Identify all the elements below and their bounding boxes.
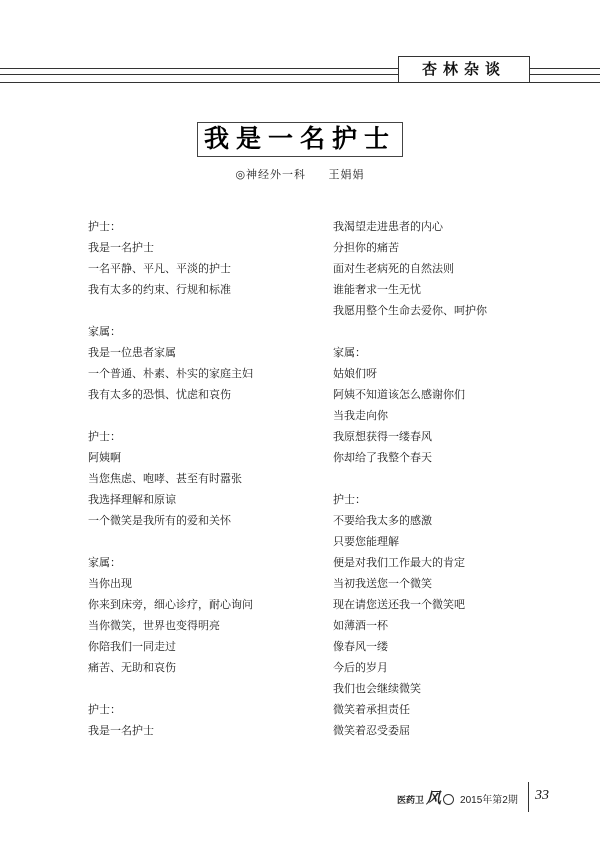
header-rule-left — [0, 68, 398, 69]
poem-line: 家属： — [88, 325, 121, 338]
poem-line: 只要您能理解 — [333, 535, 399, 548]
stanza-gap — [88, 531, 318, 552]
poem-line: 当我走向你 — [333, 409, 388, 422]
department: ◎神经外一科 — [235, 168, 307, 181]
poem-line: 家属： — [333, 346, 366, 359]
poem-line: 微笑着承担责任 — [333, 703, 410, 716]
poem-stanza — [88, 426, 318, 531]
poem-line: 像春风一缕 — [333, 640, 388, 653]
poem-line: 当你出现 — [88, 577, 132, 590]
poem-line: 微笑着忍受委屈 — [333, 724, 410, 737]
poem-line: 便是对我们工作最大的肯定 — [333, 556, 465, 569]
author: 王娟娟 — [328, 168, 365, 181]
header-rule-right-lower — [530, 74, 600, 75]
header-rule-bottom — [0, 82, 600, 83]
poem-line: 阿姨不知道该怎么感谢你们 — [333, 388, 465, 401]
poem-line: 我是一位患者家属 — [88, 346, 176, 359]
poem-stanza — [88, 552, 318, 678]
poem-line: 一名平静、平凡、平淡的护士 — [88, 262, 231, 275]
page-divider — [528, 782, 529, 812]
poem-line: 护士： — [88, 430, 121, 443]
stanza-gap — [88, 300, 318, 321]
header-rule-right — [530, 68, 600, 69]
magazine-logo-icon — [443, 794, 454, 805]
poem-line: 我原想获得一缕春风 — [333, 430, 432, 443]
poem-line: 现在请您送还我一个微笑吧 — [333, 598, 465, 611]
byline — [0, 166, 600, 182]
poem-line: 你却给了我整个春天 — [333, 451, 432, 464]
stanza-gap — [88, 405, 318, 426]
stanza-gap — [88, 678, 318, 699]
poem-line: 你来到床旁，细心诊疗，耐心询问 — [88, 598, 253, 611]
magazine-name: 医药卫 — [397, 796, 425, 806]
poem-line: 如薄酒一杯 — [333, 619, 388, 632]
poem-line: 你陪我们一同走过 — [88, 640, 176, 653]
stanza-gap — [333, 321, 563, 342]
poem-line: 护士： — [88, 703, 121, 716]
page-number: 33 — [535, 788, 549, 803]
poem-line: 我有太多的约束、行规和标准 — [88, 283, 231, 296]
title-wrap — [0, 122, 600, 157]
poem-line: 今后的岁月 — [333, 661, 388, 674]
poem-line: 一个普通、朴素、朴实的家庭主妇 — [88, 367, 253, 380]
poem-line: 一个微笑是我所有的爱和关怀 — [88, 514, 231, 527]
poem-line: 当您焦虑、咆哮、甚至有时嚣张 — [88, 472, 242, 485]
stanza-gap — [333, 468, 563, 489]
poem-line: 痛苦、无助和哀伤 — [88, 661, 176, 674]
poem-left-column — [88, 216, 318, 741]
poem-line: 不要给我太多的感激 — [333, 514, 432, 527]
poem-stanza — [333, 216, 563, 321]
article-title: 我是一名护士 — [197, 122, 403, 157]
poem-stanza — [333, 342, 563, 468]
poem-line: 我们也会继续微笑 — [333, 682, 421, 695]
poem-line: 我渴望走进患者的内心 — [333, 220, 443, 233]
poem-line: 我是一名护士 — [88, 724, 154, 737]
footer — [397, 790, 518, 806]
poem-line: 当初我送您一个微笑 — [333, 577, 432, 590]
poem-line: 我愿用整个生命去爱你、呵护你 — [333, 304, 487, 317]
poem-stanza — [88, 699, 318, 741]
poem-line: 我有太多的恐惧、忧虑和哀伤 — [88, 388, 231, 401]
poem-line: 分担你的痛苦 — [333, 241, 399, 254]
magazine-feng: 风 — [426, 789, 442, 807]
poem-line: 我选择理解和原谅 — [88, 493, 176, 506]
poem-line: 谁能奢求一生无忧 — [333, 283, 421, 296]
issue-label: 2015年第2期 — [460, 795, 518, 806]
section-title: 杏林杂谈 — [421, 60, 506, 78]
poem-line: 护士： — [88, 220, 121, 233]
poem-line: 家属： — [88, 556, 121, 569]
poem-line: 当你微笑，世界也变得明亮 — [88, 619, 220, 632]
poem-stanza — [88, 321, 318, 405]
poem-line: 护士： — [333, 493, 366, 506]
poem-line: 阿姨啊 — [88, 451, 121, 464]
poem-right-column — [333, 216, 563, 741]
poem-line: 面对生老病死的自然法则 — [333, 262, 454, 275]
poem-line: 我是一名护士 — [88, 241, 154, 254]
poem-stanza — [333, 489, 563, 741]
poem-line: 姑娘们呀 — [333, 367, 377, 380]
header-rule-left-lower — [0, 74, 398, 75]
poem-stanza — [88, 216, 318, 300]
